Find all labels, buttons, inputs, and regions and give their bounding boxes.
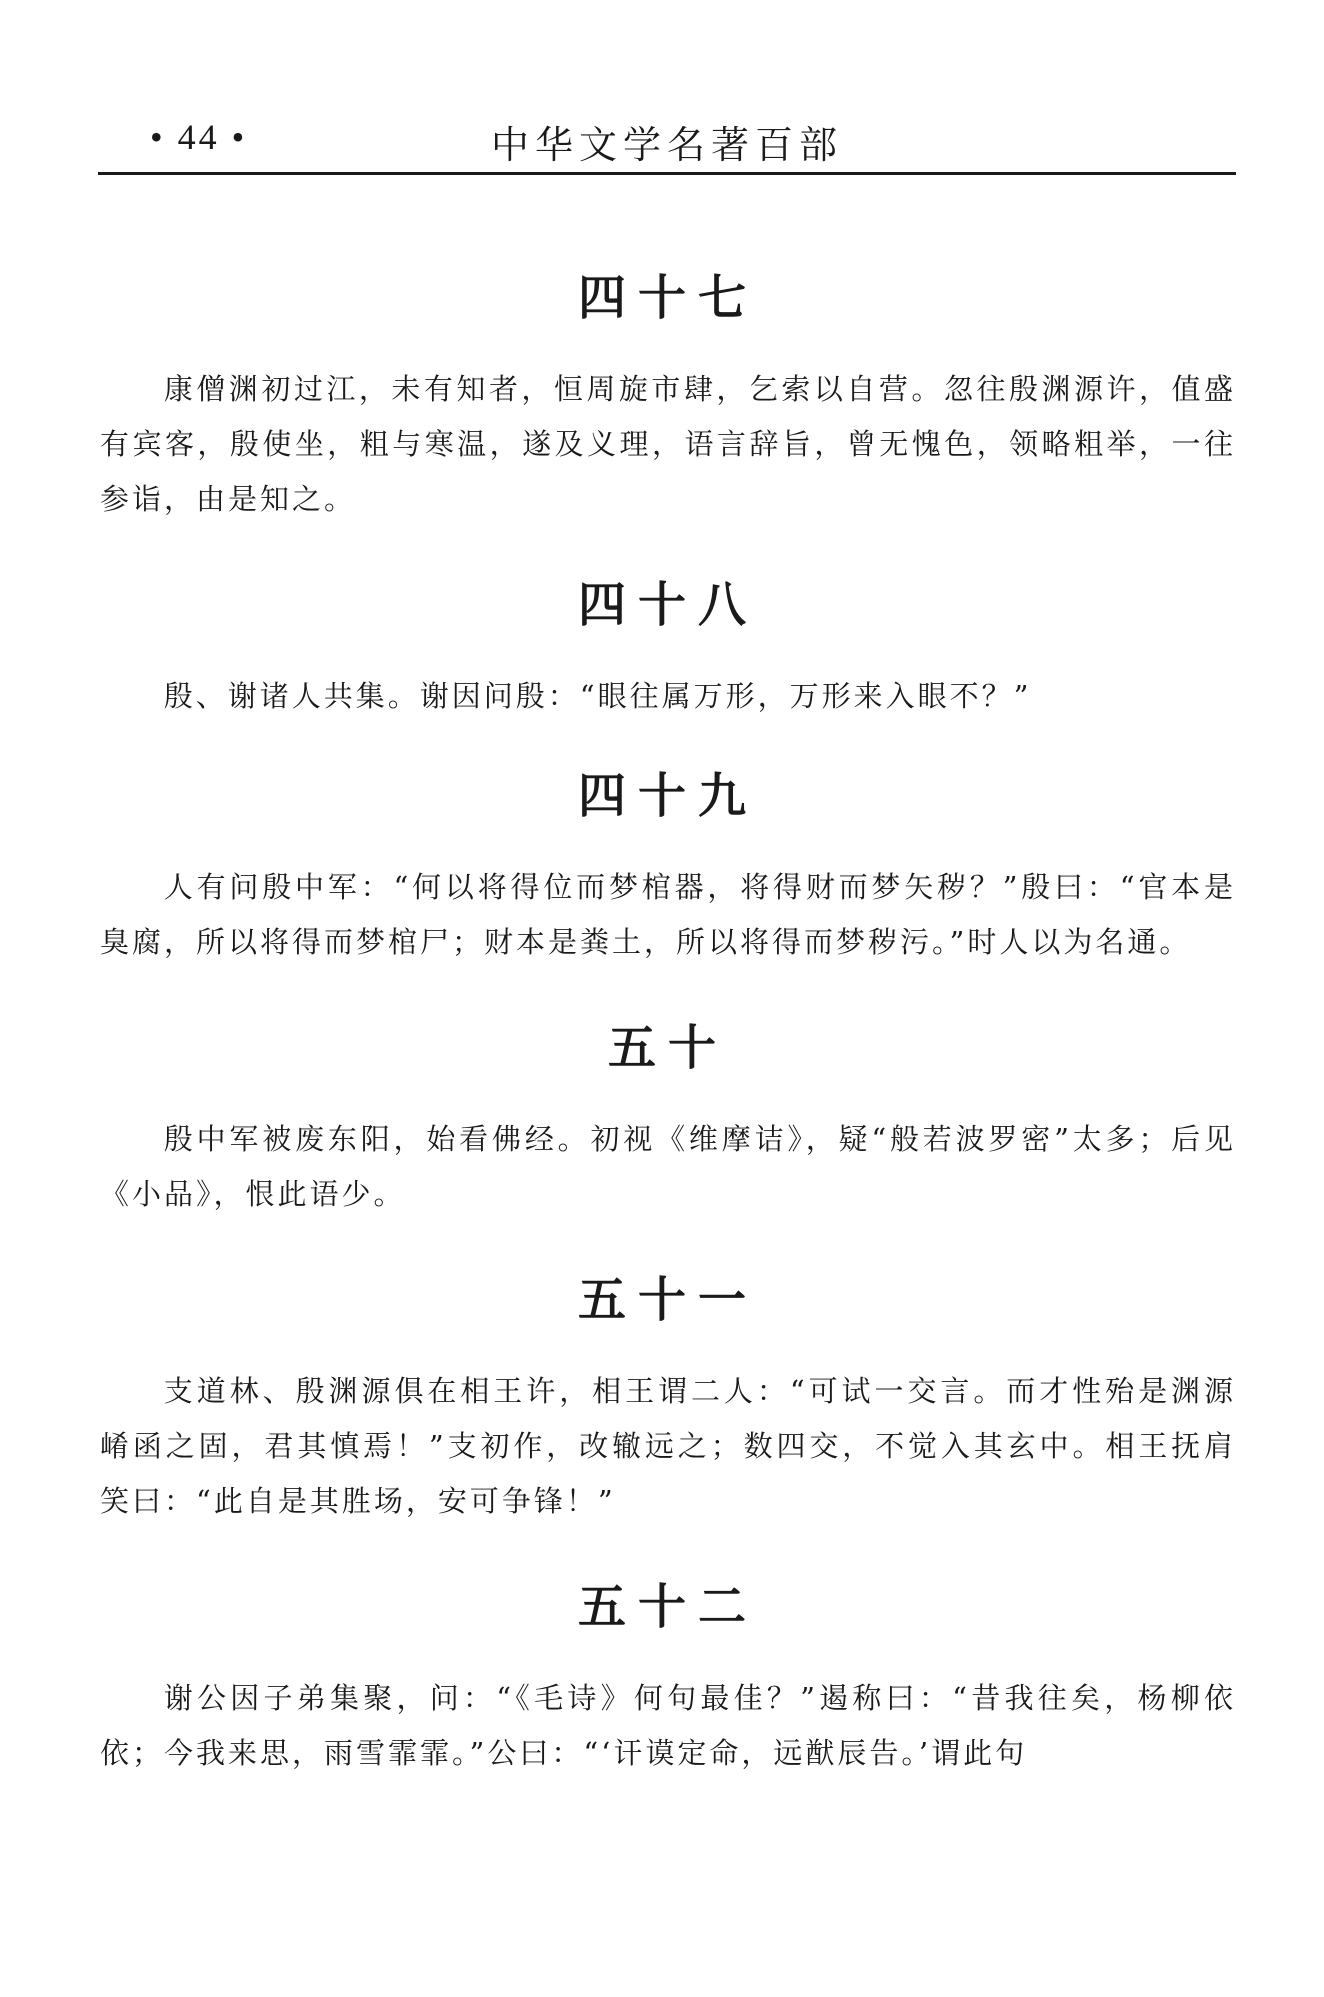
section-52 bbox=[100, 1571, 1236, 1781]
section-heading: 五十一 bbox=[577, 1272, 758, 1328]
page-number: • 44 • bbox=[150, 117, 248, 157]
section-paragraph: 殷、谢诸人共集。谢因问殷：“眼往属万形，万形来入眼不？” bbox=[163, 679, 1032, 713]
page-body bbox=[100, 262, 1236, 1781]
section-47 bbox=[100, 262, 1236, 527]
page-header bbox=[98, 100, 1236, 175]
section-heading: 五十 bbox=[607, 1020, 728, 1076]
section-heading: 四十九 bbox=[577, 768, 758, 824]
section-paragraph: 康僧渊初过江，未有知者，恒周旋市肆，乞索以自营。忽往殷渊源许，值盛有宾客，殷使坐，粗与寒温，遂及义理，语言辞旨，曾无愧色，领略粗举，一往参诣，由是知之。 bbox=[100, 372, 1236, 516]
section-heading: 五十二 bbox=[577, 1579, 758, 1635]
section-heading: 四十八 bbox=[577, 577, 758, 633]
section-51 bbox=[100, 1264, 1236, 1529]
section-paragraph: 支道林、殷渊源俱在相王许，相王谓二人：“可试一交言。而才性殆是渊源崤函之固，君其慎焉！”支初作，改辙远之；数四交，不觉入其玄中。相王抚肩笑曰：“此自是其胜场，安可争锋！” bbox=[100, 1374, 1236, 1518]
section-49 bbox=[100, 760, 1236, 970]
section-48 bbox=[100, 569, 1236, 724]
book-title: 中华文学名著百部 bbox=[490, 123, 843, 167]
section-heading: 四十七 bbox=[577, 270, 758, 326]
section-paragraph: 人有问殷中军：“何以将得位而梦棺器，将得财而梦矢秽？”殷曰：“官本是臭腐，所以将得而梦棺尸；财本是粪土，所以将得而梦秽污。”时人以为名通。 bbox=[100, 870, 1236, 959]
section-50 bbox=[100, 1012, 1236, 1222]
section-paragraph: 谢公因子弟集聚，问：“《毛诗》何句最佳？”遏称曰：“昔我往矣，杨柳依依；今我来思，雨雪霏霏。”公曰：“‘讦谟定命，远猷辰告。’谓此句 bbox=[100, 1681, 1236, 1770]
section-paragraph: 殷中军被废东阳，始看佛经。初视《维摩诘》，疑“般若波罗密”太多；后见《小品》，恨此语少。 bbox=[100, 1122, 1236, 1211]
